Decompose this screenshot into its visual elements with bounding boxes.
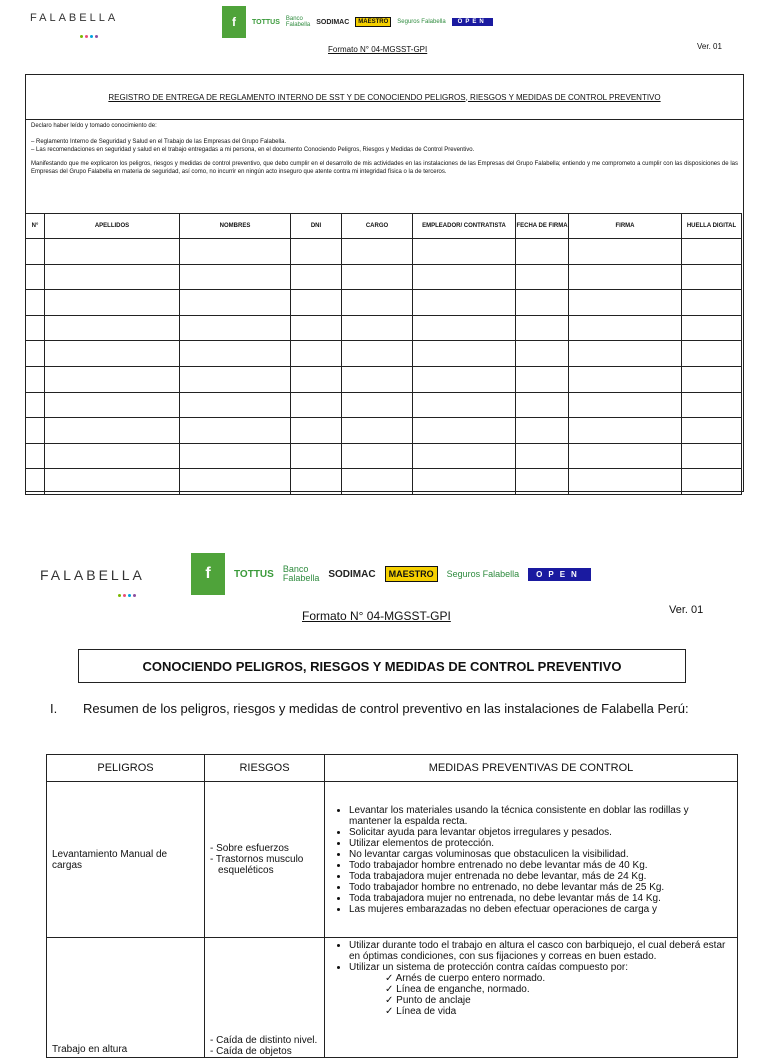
cell[interactable]	[45, 392, 180, 418]
cell[interactable]	[569, 392, 682, 418]
cell[interactable]	[45, 366, 180, 392]
col-huella: HUELLA DIGITAL	[682, 214, 742, 239]
col-dni: DNI	[291, 214, 342, 239]
page2-formato-code: Formato N° 04-MGSST-GPI	[302, 609, 451, 623]
sodimac-logo: SODIMAC	[316, 18, 350, 26]
table-row	[26, 443, 742, 469]
maestro-logo: MAESTRO	[385, 566, 438, 582]
cell[interactable]	[413, 366, 516, 392]
cell[interactable]	[516, 315, 569, 341]
cell[interactable]	[291, 418, 342, 444]
cell[interactable]	[45, 341, 180, 367]
table-row	[47, 782, 738, 938]
registration-header-row	[26, 214, 742, 239]
header-riesgos: RIESGOS	[205, 755, 325, 782]
cell[interactable]	[291, 264, 342, 290]
cell[interactable]	[682, 418, 742, 444]
cell[interactable]	[413, 239, 516, 265]
sub-checklist	[367, 973, 729, 1017]
table-row	[47, 938, 738, 1058]
maestro-logo: MAESTRO	[355, 17, 391, 27]
banco-falabella-logo	[286, 16, 310, 28]
cell[interactable]	[569, 315, 682, 341]
col-firma: FIRMA	[569, 214, 682, 239]
cell[interactable]	[291, 392, 342, 418]
cell[interactable]	[45, 315, 180, 341]
cell[interactable]	[516, 366, 569, 392]
falabella-wordmark: FALABELLA	[30, 12, 119, 24]
cell[interactable]	[26, 315, 45, 341]
cell[interactable]	[291, 239, 342, 265]
cell[interactable]	[682, 392, 742, 418]
banco-line2: Falabella	[285, 22, 311, 28]
checklist-item: ✓ Punto de anclaje	[385, 995, 729, 1006]
cell[interactable]	[682, 366, 742, 392]
declaro-bullet-2: – Las recomendaciones en seguridad y salud en el trabajo entregadas a mi persona, en el documento Conociendo Peligros, Riesgos y Medidas de Control Preventivo.	[31, 147, 475, 153]
cell[interactable]	[180, 366, 291, 392]
cell[interactable]	[413, 392, 516, 418]
cell[interactable]	[291, 315, 342, 341]
cell[interactable]	[516, 264, 569, 290]
cell[interactable]	[180, 418, 291, 444]
cell[interactable]	[342, 239, 413, 265]
cell[interactable]	[342, 341, 413, 367]
saga-falabella-logo: f	[191, 553, 225, 595]
col-empleador: EMPLEADOR/ CONTRATISTA	[413, 214, 516, 239]
brand-dots	[80, 25, 118, 43]
section-number: I.	[50, 701, 58, 716]
open-logo: OPEN	[528, 568, 591, 581]
peligro-cell: Levantamiento Manual de cargas	[47, 782, 205, 938]
cell[interactable]	[516, 239, 569, 265]
summary-table-wrap	[46, 754, 738, 1057]
cell[interactable]	[413, 290, 516, 316]
list-item: • Todo trabajador hombre no entrenado, no debe levantar más de 25 Kg.	[349, 882, 729, 893]
header-peligros: PELIGROS	[47, 755, 205, 782]
declaration-block	[26, 120, 743, 213]
checklist-item: ✓ Línea de vida	[385, 1006, 729, 1017]
list-item: • Utilizar un sistema de protección contra caídas compuesto por:	[349, 962, 729, 973]
cell[interactable]	[26, 264, 45, 290]
table-row	[26, 264, 742, 290]
cell[interactable]	[682, 290, 742, 316]
summary-table	[46, 754, 738, 1058]
summary-header-row	[47, 755, 738, 782]
table-row	[26, 341, 742, 367]
list-item: • Toda trabajadora mujer no entrenada, no debe levantar más de 14 Kg.	[349, 893, 729, 904]
bullet-text: Reglamento Interno de Seguridad y Salud en el Trabajo de las Empresas del Grupo Falabella.	[36, 139, 287, 145]
cell[interactable]	[180, 469, 291, 495]
cell[interactable]	[26, 392, 45, 418]
table-row	[26, 418, 742, 444]
col-apellidos: APELLIDOS	[45, 214, 180, 239]
cell[interactable]	[569, 366, 682, 392]
col-fecha: FECHA DE FIRMA	[516, 214, 569, 239]
checklist-item: ✓ Arnés de cuerpo entero normado.	[385, 973, 729, 984]
riesgos-cell	[205, 782, 325, 938]
riesgo-item: - Caída de objetos	[210, 1046, 292, 1057]
cell[interactable]	[26, 418, 45, 444]
banco-line2: Falabella	[282, 573, 320, 583]
cell[interactable]	[45, 418, 180, 444]
table-row	[26, 469, 742, 495]
page2-title: CONOCIENDO PELIGROS, RIESGOS Y MEDIDAS DE CONTROL PREVENTIVO	[142, 658, 622, 674]
declaro-text: Declaro haber leído y tomado conocimiento de:	[31, 123, 157, 129]
cell[interactable]	[413, 264, 516, 290]
table-row	[26, 239, 742, 265]
tottus-logo: TOTTUS	[252, 18, 280, 26]
col-num: N°	[26, 214, 45, 239]
cell[interactable]	[26, 239, 45, 265]
cell[interactable]	[291, 443, 342, 469]
riesgos-cell	[205, 938, 325, 1058]
riesgo-item: - Trastornos musculo esqueléticos	[210, 854, 304, 876]
cell[interactable]	[516, 418, 569, 444]
page1-version: Ver. 01	[697, 42, 722, 51]
cell[interactable]	[682, 469, 742, 495]
bullet-text: Las recomendaciones en seguridad y salud en el trabajo entregadas a mi persona, en el documento Conociendo Peligros, Riesgos y Medidas de Control Preventivo.	[36, 147, 475, 153]
cell[interactable]	[413, 418, 516, 444]
cell[interactable]	[180, 443, 291, 469]
brand-dots	[118, 584, 145, 602]
cell[interactable]	[180, 239, 291, 265]
banco-line1: Banco	[282, 564, 309, 574]
cell[interactable]	[516, 392, 569, 418]
cell[interactable]	[342, 264, 413, 290]
cell[interactable]	[516, 469, 569, 495]
cell[interactable]	[45, 264, 180, 290]
cell[interactable]	[413, 469, 516, 495]
cell[interactable]	[569, 469, 682, 495]
list-item: • Levantar los materiales usando la técnica consistente en doblar las rodillas y mantener la espalda recta.	[349, 805, 729, 827]
cell[interactable]	[180, 290, 291, 316]
col-nombres: NOMBRES	[180, 214, 291, 239]
seguros-falabella-logo: Seguros Falabella	[397, 19, 446, 25]
cell[interactable]	[26, 469, 45, 495]
cell[interactable]	[26, 443, 45, 469]
cell[interactable]	[516, 341, 569, 367]
cell[interactable]	[26, 341, 45, 367]
cell[interactable]	[180, 341, 291, 367]
banco-falabella-logo	[283, 565, 320, 583]
page1-brand-logo	[30, 12, 118, 43]
registration-form	[25, 74, 744, 492]
cell[interactable]	[342, 443, 413, 469]
table-row	[26, 290, 742, 316]
cell[interactable]	[291, 469, 342, 495]
cell[interactable]	[342, 290, 413, 316]
tottus-logo: TOTTUS	[234, 568, 274, 580]
cell[interactable]	[26, 366, 45, 392]
list-item: • Utilizar elementos de protección.	[349, 838, 729, 849]
falabella-wordmark: FALABELLA	[40, 567, 145, 583]
peligro-cell: Trabajo en altura	[47, 938, 205, 1058]
cell[interactable]	[342, 392, 413, 418]
cell[interactable]	[569, 290, 682, 316]
cell[interactable]	[569, 443, 682, 469]
page1-partner-logos	[222, 6, 493, 38]
table-row	[26, 392, 742, 418]
seguros-falabella-logo: Seguros Falabella	[446, 569, 520, 579]
section-text: Resumen de los peligros, riesgos y medidas de control preventivo en las instalaciones de Falabella Perú:	[83, 701, 689, 716]
list-item: • Utilizar durante todo el trabajo en altura el casco con barbiquejo, el cual deberá estar en óptimas condiciones, con sus fijaciones y correas en buen estado.	[349, 940, 729, 962]
cell[interactable]	[682, 315, 742, 341]
cell[interactable]	[45, 443, 180, 469]
cell[interactable]	[342, 366, 413, 392]
page2-brand-logo	[40, 567, 145, 602]
cell[interactable]	[569, 341, 682, 367]
page1-formato-code: Formato N° 04-MGSST-GPI	[328, 45, 428, 54]
page2-title-box	[78, 649, 686, 683]
cell[interactable]	[516, 443, 569, 469]
list-item: • No levantar cargas voluminosas que obstaculicen la visibilidad.	[349, 849, 729, 860]
cell[interactable]	[180, 392, 291, 418]
riesgo-item: - Caída de distinto nivel.	[210, 1035, 318, 1046]
page2-version: Ver. 01	[669, 604, 704, 616]
open-logo: OPEN	[452, 18, 493, 26]
page2-partner-logos	[191, 553, 591, 595]
cell[interactable]	[342, 469, 413, 495]
cell[interactable]	[682, 443, 742, 469]
cell[interactable]	[682, 341, 742, 367]
col-cargo: CARGO	[342, 214, 413, 239]
manifiesto-text: Manifestando que me explicaron los peligros, riesgos y medidas de control preventivo, que debo cumplir en el desarrollo de mis actividades en las instalaciones de las Empresas del Grupo Falabella; entiendo y me comprometo a cumplir con las disposiciones de las Empresas del Grupo Falabella en materia de seguridad, así como, no incurrir en ningún acto inseguro que atente contra mi integridad física o la de terceros.	[31, 161, 738, 175]
cell[interactable]	[413, 341, 516, 367]
cell[interactable]	[45, 239, 180, 265]
list-item: • Todo trabajador hombre entrenado no debe levantar más de 40 Kg.	[349, 860, 729, 871]
cell[interactable]	[45, 290, 180, 316]
registration-title-text: REGISTRO DE ENTREGA DE REGLAMENTO INTERNO DE SST Y DE CONOCIENDO PELIGROS, RIESGOS Y MEDIDAS DE CONTROL PREVENTIVO	[108, 92, 661, 102]
cell[interactable]	[569, 239, 682, 265]
checklist-item: ✓ Línea de enganche, normado.	[385, 984, 729, 995]
header-medidas: MEDIDAS PREVENTIVAS DE CONTROL	[325, 755, 738, 782]
medidas-cell	[325, 938, 738, 1058]
cell[interactable]	[682, 239, 742, 265]
medidas-list	[327, 940, 729, 973]
cell[interactable]	[413, 443, 516, 469]
sodimac-logo: SODIMAC	[328, 568, 376, 580]
cell[interactable]	[569, 418, 682, 444]
list-item: • Toda trabajadora mujer entrenada no debe levantar, más de 24 Kg.	[349, 871, 729, 882]
riesgo-item: - Sobre esfuerzos	[210, 843, 289, 854]
cell[interactable]	[180, 315, 291, 341]
cell[interactable]	[516, 290, 569, 316]
cell[interactable]	[569, 264, 682, 290]
saga-falabella-logo: f	[222, 6, 246, 38]
cell[interactable]	[682, 264, 742, 290]
medidas-cell	[325, 782, 738, 938]
list-item: • Las mujeres embarazadas no deben efectuar operaciones de carga y	[349, 904, 729, 915]
section-heading	[50, 700, 720, 717]
registration-title	[26, 75, 743, 120]
declaro-bullet-1: – Reglamento Interno de Seguridad y Salud en el Trabajo de las Empresas del Grupo Falabella.	[31, 139, 287, 145]
cell[interactable]	[26, 290, 45, 316]
table-row	[26, 366, 742, 392]
registration-table	[25, 213, 742, 495]
cell[interactable]	[342, 418, 413, 444]
cell[interactable]	[180, 264, 291, 290]
banco-line1: Banco	[285, 16, 303, 22]
cell[interactable]	[45, 469, 180, 495]
list-item: • Solicitar ayuda para levantar objetos irregulares y pesados.	[349, 827, 729, 838]
medidas-list	[327, 805, 729, 915]
cell[interactable]	[342, 315, 413, 341]
registration-body	[26, 239, 742, 495]
cell[interactable]	[291, 366, 342, 392]
cell[interactable]	[291, 341, 342, 367]
table-row	[26, 315, 742, 341]
cell[interactable]	[291, 290, 342, 316]
cell[interactable]	[413, 315, 516, 341]
